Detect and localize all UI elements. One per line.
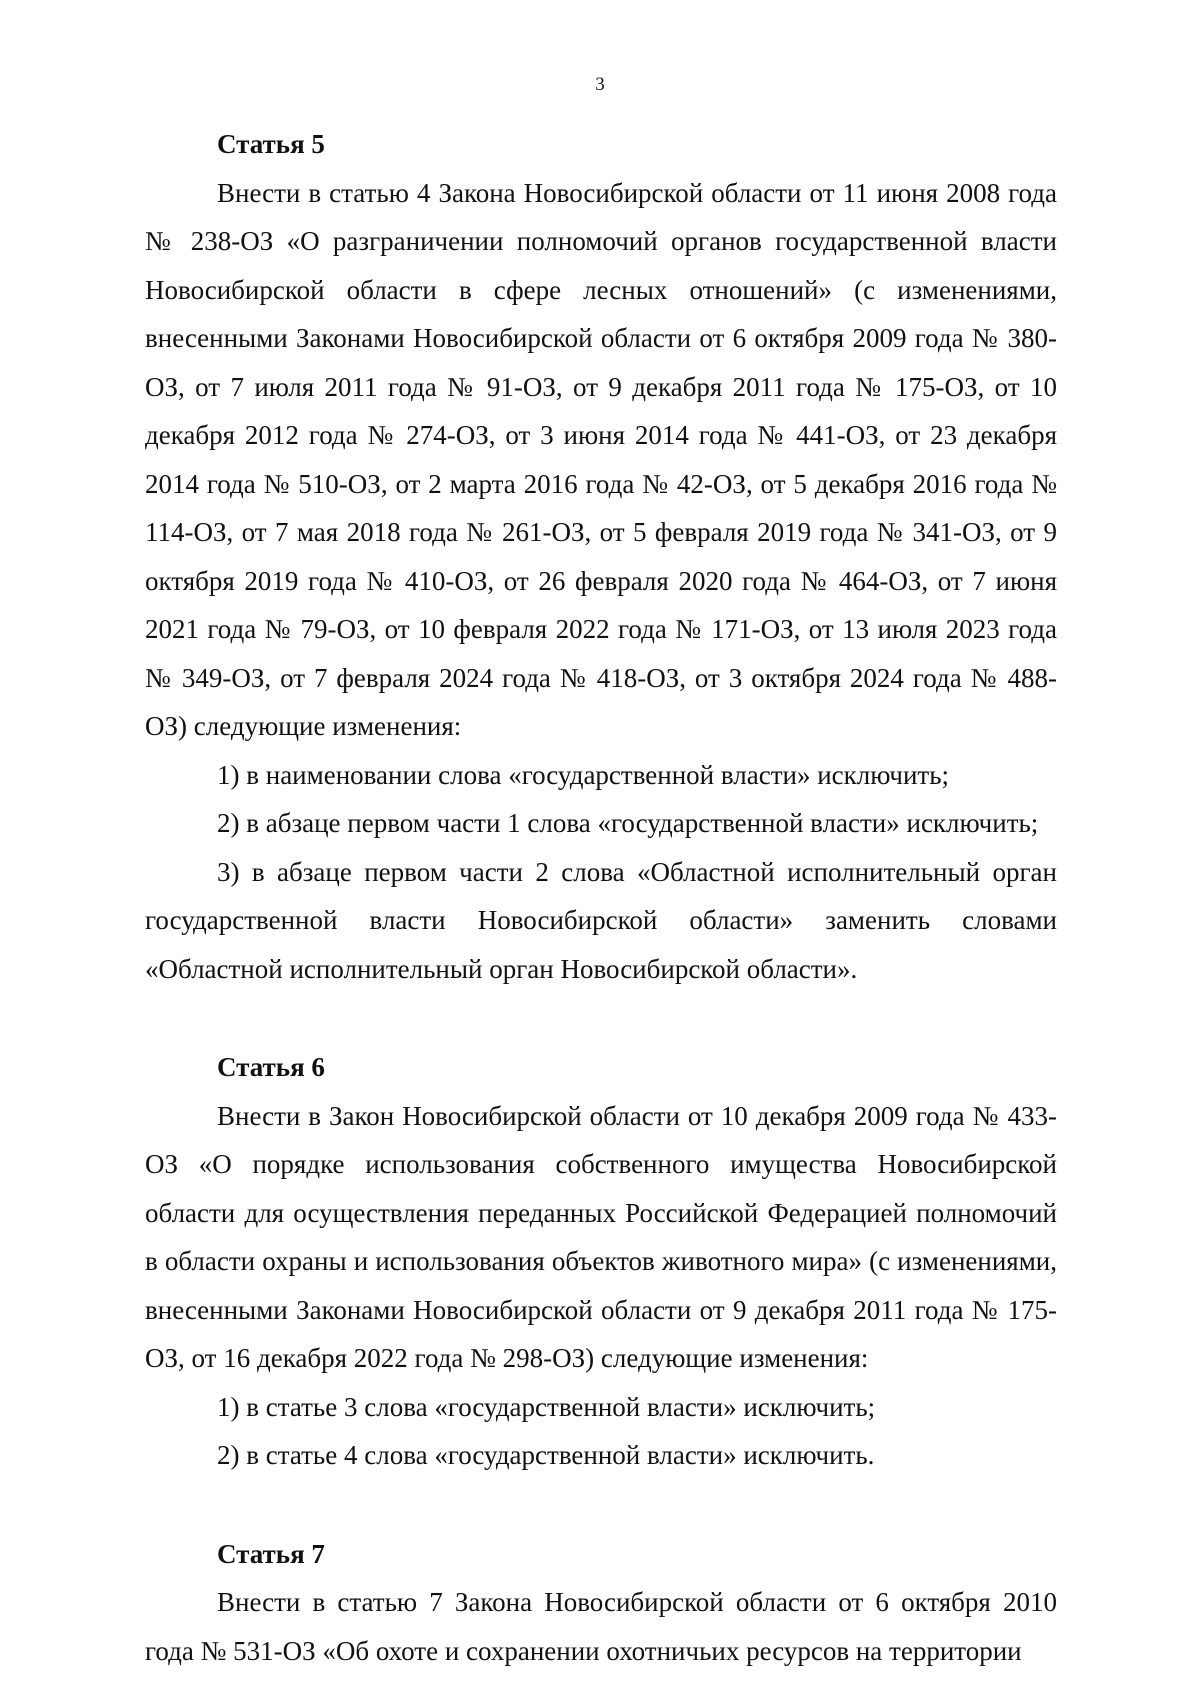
- article-heading: Статья 7: [217, 1538, 325, 1569]
- article-paragraph: 2) в статье 4 слова «государственной власти» исключить.: [217, 1440, 875, 1470]
- page-number: 3: [595, 74, 605, 95]
- article-paragraph: Внести в статью 7 Закона Новосибирской области от 6 октября 2010 года № 531-ОЗ «Об охоте и сохранении охотничьих ресурсов на территории: [145, 1587, 1057, 1666]
- article-paragraph: 1) в статье 3 слова «государственной власти» исключить;: [217, 1391, 876, 1422]
- article-paragraph: Внести в Закон Новосибирской области от 10 декабря 2009 года № 433-ОЗ «О порядке использования собственного имущества Новосибирской области для осуществления переданных Российской Федерацией полномочий в области охраны и использования объектов животного мира» (с изменениями, внесенными Законами Новосибирской области от 9 декабря 2011 года № 175-ОЗ, от 16 декабря 2022 года № 298-ОЗ) следующие изменения:: [145, 1100, 1057, 1373]
- article-heading: Статья 6: [217, 1052, 325, 1082]
- article-paragraph: 2) в абзаце первом части 1 слова «государственной власти» исключить;: [217, 808, 1039, 838]
- article-7: [145, 1530, 1057, 1676]
- article-5: [145, 120, 1057, 993]
- document-body: [145, 120, 1057, 1675]
- article-paragraph: 3) в абзаце первом части 2 слова «Областной исполнительный орган государственной власти Новосибирской области» заменить словами «Областной исполнительный орган Новосибирской области».: [145, 856, 1057, 984]
- article-paragraph: Внести в статью 4 Закона Новосибирской области от 11 июня 2008 года № 238-ОЗ «О разграничении полномочий органов государственной власти Новосибирской области в сфере лесных отношений» (с изменениями, внесенными Законами Новосибирской области от 6 октября 2009 года № 380-ОЗ, от 7 июля 2011 года № 91-ОЗ, от 9 декабря 2011 года № 175-ОЗ, от 10 декабря 2012 года № 274-ОЗ, от 3 июня 2014 года № 441-ОЗ, от 23 декабря 2014 года № 510-ОЗ, от 2 марта 2016 года № 42-ОЗ, от 5 декабря 2016 года № 114-ОЗ, от 7 мая 2018 года № 261-ОЗ, от 5 февраля 2019 года № 341-ОЗ, от 9 октября 2019 года № 410-ОЗ, от 26 февраля 2020 года № 464-ОЗ, от 7 июня 2021 года № 79-ОЗ, от 10 февраля 2022 года № 171-ОЗ, от 13 июля 2023 года № 349-ОЗ, от 7 февраля 2024 года № 418-ОЗ, от 3 октября 2024 года № 488-ОЗ) следующие изменения:: [145, 177, 1057, 741]
- article-paragraph: 1) в наименовании слова «государственной власти» исключить;: [217, 759, 950, 790]
- article-heading: Статья 5: [217, 129, 325, 159]
- section-spacer: [145, 993, 1057, 1043]
- article-6: [145, 1043, 1057, 1480]
- section-spacer: [145, 1480, 1057, 1530]
